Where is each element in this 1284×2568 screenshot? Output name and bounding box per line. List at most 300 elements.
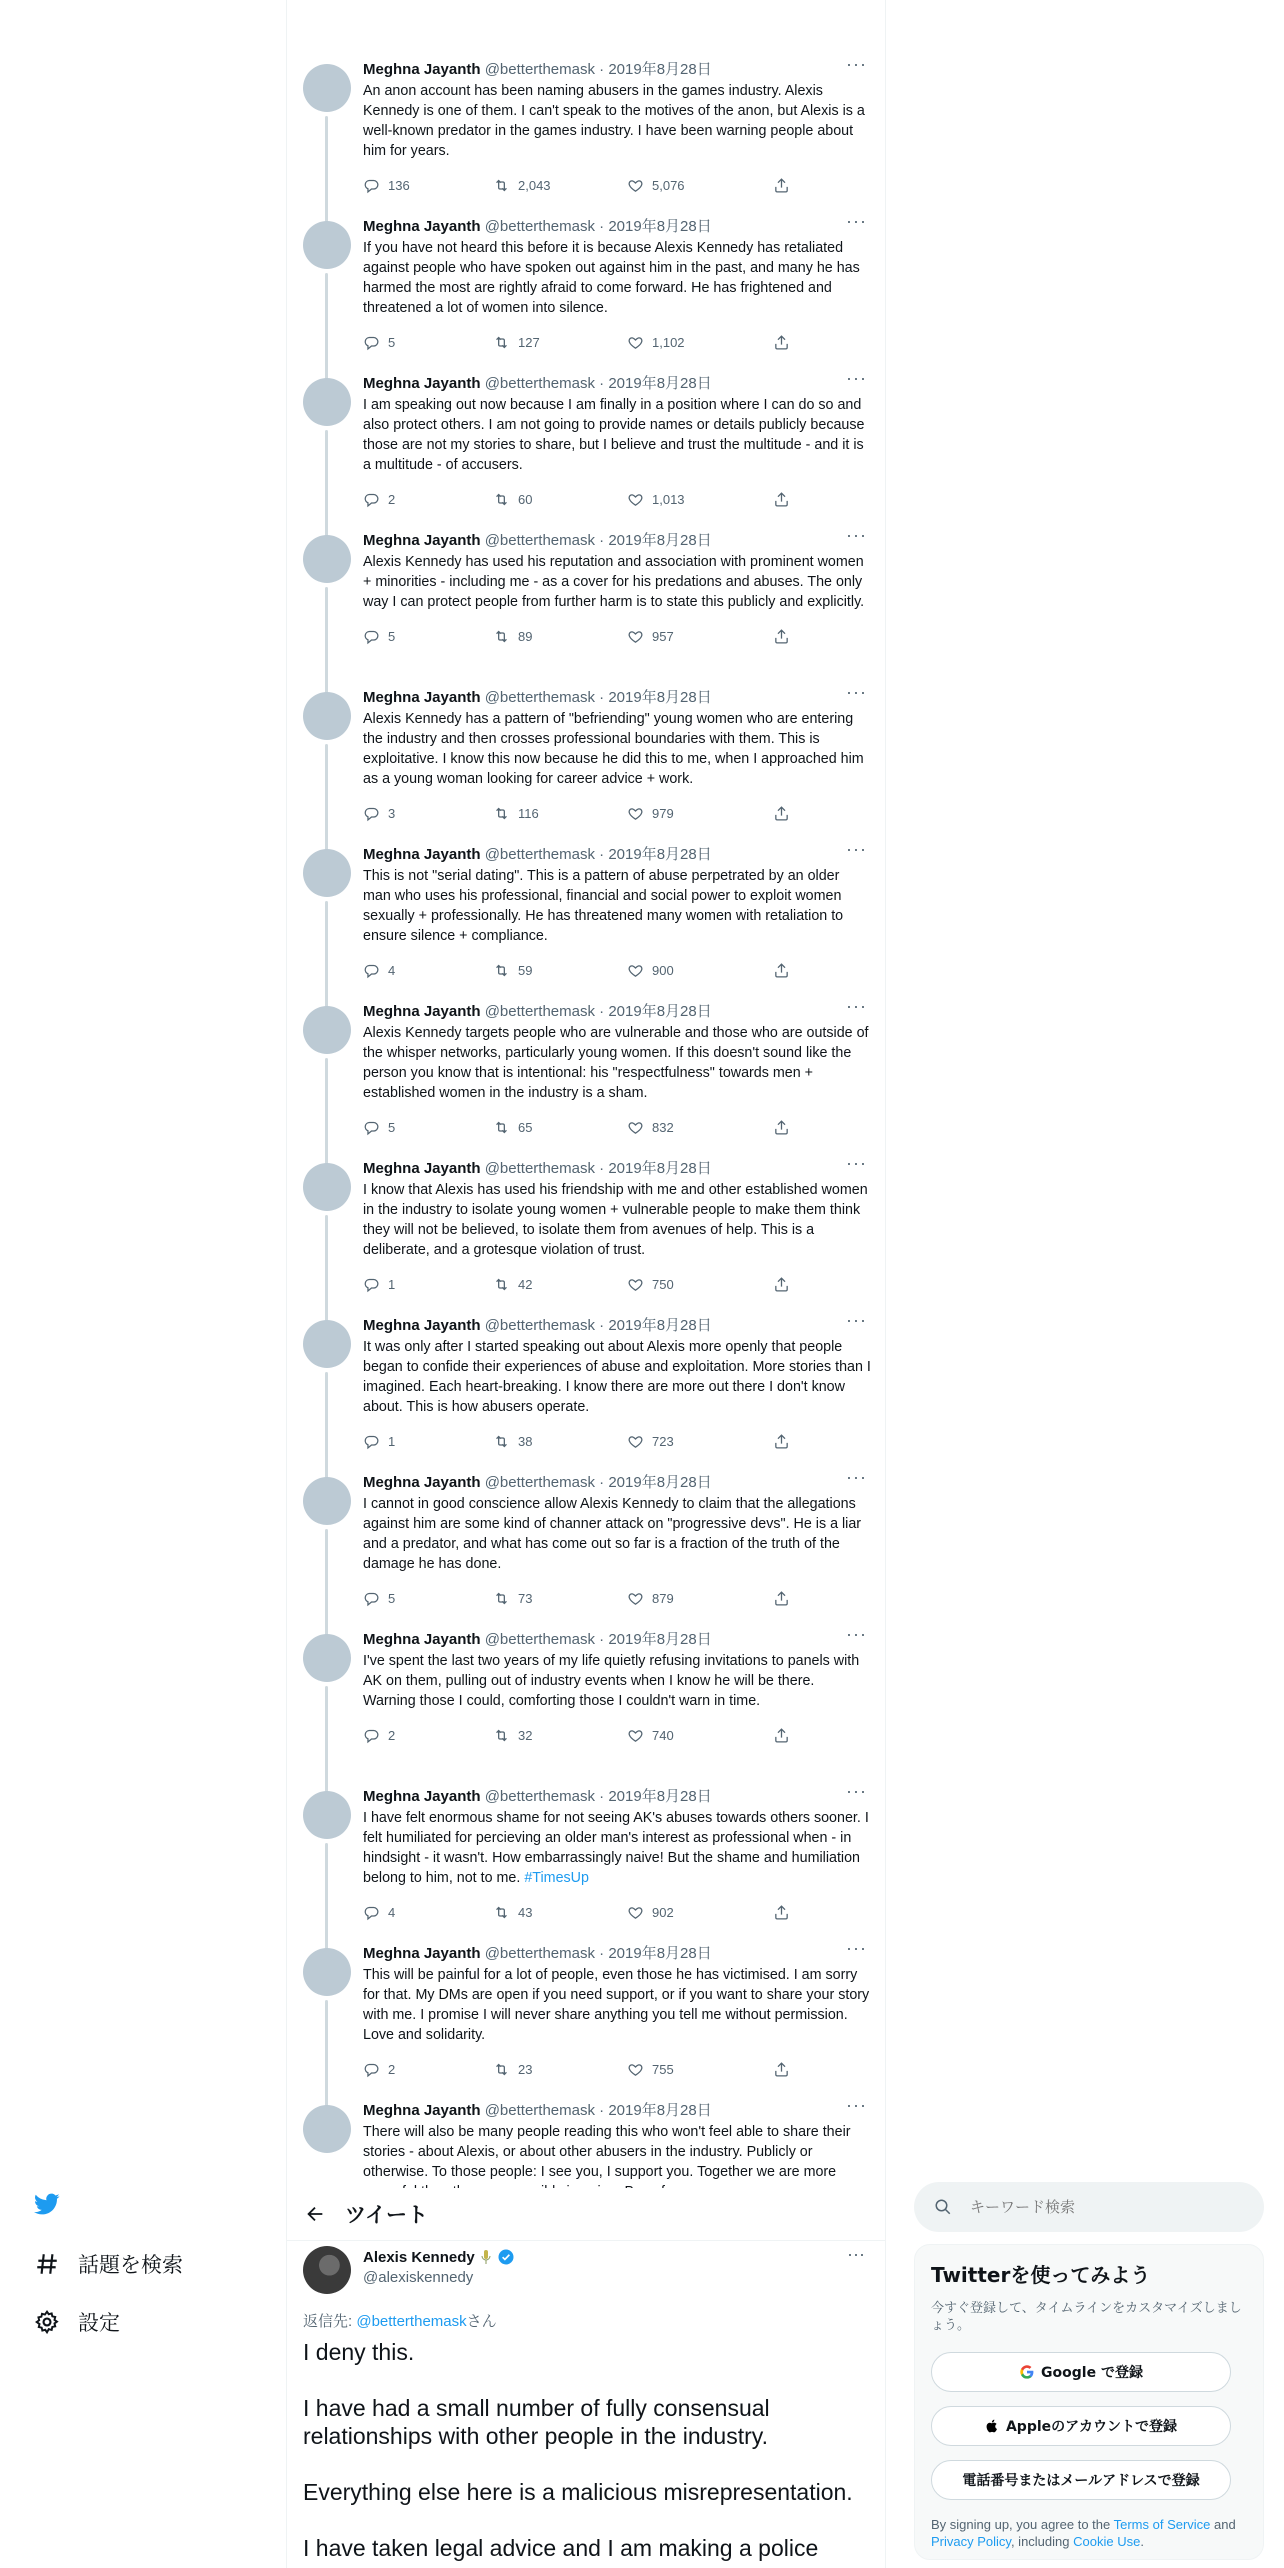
page-title: ツイート: [345, 2204, 428, 2227]
tweet-header: [363, 2101, 871, 2121]
tweet-text-body: This is not "serial dating". This is a pattern of abuse perpetrated by an older man who uses his professional, financial and social power to exploit women sexually + professionally. He has threatened many women with retaliation to ensure silence + compliance.: [363, 868, 844, 944]
author-handle[interactable]: @betterthemask: [484, 1160, 595, 1177]
retweet-button[interactable]: [493, 1588, 532, 1608]
retweets-count: 127: [518, 334, 540, 350]
replies-count: 4: [388, 962, 396, 978]
tweet-date[interactable]: 2019年8月28日: [608, 1317, 712, 1334]
reply-button[interactable]: [363, 332, 395, 352]
retweet-button[interactable]: [493, 332, 540, 352]
tweet-date[interactable]: 2019年8月28日: [608, 1631, 712, 1648]
focused-tweet: [287, 2242, 885, 2568]
tweet-date[interactable]: 2019年8月28日: [608, 375, 712, 392]
likes-count: 755: [652, 2061, 674, 2077]
avatar[interactable]: [303, 849, 351, 897]
like-button[interactable]: [627, 1431, 674, 1451]
retweet-button[interactable]: [493, 175, 551, 195]
share-button[interactable]: [773, 1117, 790, 1137]
retweet-button[interactable]: [493, 489, 532, 509]
author-handle[interactable]: @betterthemask: [484, 532, 595, 549]
separator: ·: [594, 1945, 609, 1962]
tweet-actions: [363, 960, 823, 980]
tweet-header: [363, 60, 871, 80]
share-button[interactable]: [773, 1588, 790, 1608]
share-icon: [773, 805, 790, 822]
more-options-button[interactable]: ···: [846, 996, 867, 1016]
apple-signup-label: Appleのアカウントで登録: [1005, 2419, 1178, 2435]
reply-icon: [363, 177, 380, 194]
more-options-button[interactable]: ···: [846, 368, 867, 388]
share-button[interactable]: [773, 489, 790, 509]
thread-line: [325, 1372, 328, 1479]
twitter-logo[interactable]: [34, 2191, 60, 2217]
author-name[interactable]: Meghna Jayanth: [363, 61, 481, 78]
share-icon: [773, 177, 790, 194]
avatar[interactable]: [303, 1006, 351, 1054]
more-options-button[interactable]: ···: [846, 1938, 867, 1958]
tweet-header: [363, 845, 871, 865]
author-handle[interactable]: @betterthemask: [484, 1631, 595, 1648]
tweet-text-body: I am speaking out now because I am finally in a position where I can do so and also protect others. I am not going to provide names or details publicly because those are not my stories to share, but I believe and trust the multitude - and it is a multitude - of accusers.: [363, 397, 865, 473]
microphone-icon: [479, 2249, 493, 2265]
tweet-date[interactable]: 2019年8月28日: [608, 846, 712, 863]
tweet-text-body: This will be painful for a lot of people, even those he has victimised. I am sorry for that. My DMs are open if you need support, or if you want to share your story with me. I promise I will never share anything you tell me without permission. Love and solidarity.: [363, 1967, 870, 2043]
like-button[interactable]: [627, 626, 674, 646]
terms-text: .: [1140, 2534, 1144, 2549]
tweet-date[interactable]: 2019年8月28日: [608, 689, 712, 706]
reply-icon: [363, 1276, 380, 1293]
separator: ·: [594, 218, 609, 235]
heart-icon: [627, 805, 644, 822]
like-button[interactable]: [627, 332, 685, 352]
replies-count: 5: [388, 334, 396, 350]
thread-line: [325, 1215, 328, 1322]
author-name[interactable]: Meghna Jayanth: [363, 375, 481, 392]
like-button[interactable]: [627, 175, 685, 195]
reply-icon: [363, 334, 380, 351]
retweet-icon: [493, 2061, 510, 2078]
retweet-button[interactable]: [493, 1902, 532, 1922]
tweet-text: [363, 1180, 871, 1260]
hashtag-icon: [34, 2251, 60, 2277]
tweet-text: [363, 395, 871, 475]
reply-button[interactable]: [363, 1725, 395, 1745]
reply-button[interactable]: [363, 1274, 395, 1294]
more-options-button[interactable]: ···: [846, 60, 867, 74]
tweet[interactable]: [287, 996, 885, 1159]
avatar[interactable]: [303, 1163, 351, 1211]
tweet-paragraph: I have had a small number of fully consensual relationships with other people in the industry.: [303, 2395, 770, 2449]
thread-line: [325, 744, 328, 851]
reply-target-link[interactable]: @betterthemask: [356, 2313, 467, 2330]
retweet-icon: [493, 1904, 510, 1921]
tweet-header: [363, 1316, 871, 1336]
author-name[interactable]: Meghna Jayanth: [363, 1945, 481, 1962]
more-options-button[interactable]: ···: [846, 1467, 867, 1487]
tweet-actions: [363, 1588, 823, 1608]
tweet[interactable]: [287, 1153, 885, 1316]
retweets-count: 65: [518, 1119, 533, 1135]
tweet-body: [363, 682, 871, 821]
more-options-button[interactable]: ···: [846, 839, 867, 859]
tweet[interactable]: [287, 1938, 885, 2101]
author-name[interactable]: Meghna Jayanth: [363, 1160, 481, 1177]
retweet-button[interactable]: [493, 626, 532, 646]
tweet-text: [303, 2338, 873, 2568]
tweet-date[interactable]: 2019年8月28日: [608, 1003, 712, 1020]
tweet[interactable]: [287, 2095, 885, 2195]
more-options-button[interactable]: ···: [846, 1310, 867, 1330]
reply-button[interactable]: [363, 1431, 395, 1451]
apple-signup-button[interactable]: [931, 2406, 1231, 2446]
share-icon: [773, 1433, 790, 1450]
reply-button[interactable]: [363, 1588, 395, 1608]
retweets-count: 32: [518, 1727, 533, 1743]
terms-text: and: [1210, 2517, 1236, 2532]
retweet-button[interactable]: [493, 1725, 532, 1745]
retweet-button[interactable]: [493, 2059, 532, 2079]
tweet-text-body: I cannot in good conscience allow Alexis Kennedy to claim that the allegations against him are some kind of channer attack on "progressive devs". He is a liar and a predator, and what has come out so far is a fraction of the truth of the damage he has done.: [363, 1496, 862, 1572]
retweets-count: 42: [518, 1276, 533, 1292]
more-options-button[interactable]: ···: [846, 682, 867, 702]
heart-icon: [627, 1727, 644, 1744]
author-name[interactable]: Meghna Jayanth: [363, 1003, 481, 1020]
tweet[interactable]: [287, 1310, 885, 1473]
retweet-icon: [493, 1433, 510, 1450]
retweet-icon: [493, 962, 510, 979]
tweet-actions: [363, 2059, 823, 2079]
like-button[interactable]: [627, 489, 685, 509]
tweet-text-body: I know that Alexis has used his friendship with me and other established women in the industry to isolate young women + vulnerable people to make them think they will not be believed, to isolate them from avenues of help. This is a deliberate, and a grotesque violation of trust.: [363, 1182, 868, 1258]
retweets-count: 89: [518, 628, 533, 644]
reply-button[interactable]: [363, 1117, 395, 1137]
avatar[interactable]: [303, 221, 351, 269]
retweet-icon: [493, 1727, 510, 1744]
more-options-button[interactable]: ···: [846, 1781, 867, 1801]
heart-icon: [627, 962, 644, 979]
tweet-date[interactable]: 2019年8月28日: [608, 218, 712, 235]
avatar[interactable]: [303, 1320, 351, 1368]
tweet-date[interactable]: 2019年8月28日: [608, 1945, 712, 1962]
tweet-text: [363, 2122, 871, 2195]
reply-button[interactable]: [363, 803, 395, 823]
author-name[interactable]: Meghna Jayanth: [363, 2102, 481, 2119]
share-button[interactable]: [773, 1902, 790, 1922]
avatar[interactable]: [303, 64, 351, 112]
phone-email-signup-button[interactable]: [931, 2460, 1231, 2500]
separator: ·: [594, 689, 609, 706]
more-options-button[interactable]: ···: [846, 1624, 867, 1644]
author-handle[interactable]: @alexiskennedy: [363, 2269, 474, 2286]
separator: ·: [594, 1631, 609, 1648]
separator: ·: [594, 532, 609, 549]
search-box[interactable]: [914, 2182, 1264, 2232]
likes-count: 957: [652, 628, 674, 644]
avatar[interactable]: [303, 1634, 351, 1682]
like-button[interactable]: [627, 1117, 674, 1137]
tweet-actions: [363, 332, 823, 352]
more-options-button[interactable]: ···: [846, 525, 867, 545]
retweet-icon: [493, 628, 510, 645]
author-handle[interactable]: @betterthemask: [484, 1945, 595, 1962]
tweet-text: [363, 81, 871, 161]
terms-text: By signing up, you agree to the: [931, 2517, 1114, 2532]
separator: ·: [594, 375, 609, 392]
tweet[interactable]: [287, 1781, 885, 1944]
reply-button[interactable]: [363, 626, 395, 646]
avatar[interactable]: [303, 1948, 351, 1996]
like-button[interactable]: [627, 1588, 674, 1608]
author-name[interactable]: [363, 2248, 515, 2266]
tweet[interactable]: [287, 839, 885, 1002]
heart-icon: [627, 177, 644, 194]
like-button[interactable]: [627, 1902, 674, 1922]
nav-explore[interactable]: [34, 2249, 183, 2279]
tweet-header: [363, 1944, 871, 1964]
separator: ·: [594, 1474, 609, 1491]
likes-count: 832: [652, 1119, 674, 1135]
tweet[interactable]: [287, 1467, 885, 1630]
separator: ·: [594, 1160, 609, 1177]
tweet-actions: [363, 803, 823, 823]
author-name[interactable]: Meghna Jayanth: [363, 689, 481, 706]
privacy-link[interactable]: Privacy Policy: [931, 2534, 1011, 2549]
like-button[interactable]: [627, 1274, 674, 1294]
replies-count: 5: [388, 628, 396, 644]
like-button[interactable]: [627, 1725, 674, 1745]
avatar[interactable]: [303, 1477, 351, 1525]
share-button[interactable]: [773, 332, 790, 352]
retweet-button[interactable]: [493, 1117, 532, 1137]
reply-prefix: 返信先:: [303, 2313, 357, 2330]
share-button[interactable]: [773, 626, 790, 646]
replies-count: 1: [388, 1276, 396, 1292]
likes-count: 740: [652, 1727, 674, 1743]
retweets-count: 2,043: [518, 177, 551, 193]
retweets-count: 38: [518, 1433, 533, 1449]
author-name-text: Alexis Kennedy: [363, 2248, 475, 2266]
heart-icon: [627, 628, 644, 645]
avatar[interactable]: [303, 378, 351, 426]
share-icon: [773, 334, 790, 351]
author-handle[interactable]: @betterthemask: [484, 1788, 595, 1805]
reply-icon: [363, 2061, 380, 2078]
author-name[interactable]: Meghna Jayanth: [363, 1788, 481, 1805]
tweet-text-body: I've spent the last two years of my life quietly refusing invitations to panels with AK on them, pulling out of industry events when I know he will be there. Warning those I could, comforting those I couldn't warn in time.: [363, 1653, 860, 1709]
heart-icon: [627, 1433, 644, 1450]
replying-to: [303, 2310, 497, 2331]
tweet-body: [363, 1153, 871, 1292]
tweet[interactable]: [287, 368, 885, 531]
tweet-text-body: If you have not heard this before it is because Alexis Kennedy has retaliated against people who have spoken out against him in the past, and many he has harmed the most are rightly afraid to come forward. He has frightened and threatened a lot of women into silence.: [363, 240, 860, 316]
center-column: [286, 0, 886, 2568]
avatar[interactable]: [303, 692, 351, 740]
share-icon: [773, 2061, 790, 2078]
likes-count: 750: [652, 1276, 674, 1292]
nav-settings-label: 設定: [78, 2312, 120, 2335]
likes-count: 879: [652, 1590, 674, 1606]
reply-icon: [363, 628, 380, 645]
reply-button[interactable]: [363, 2059, 395, 2079]
replies-count: 136: [388, 177, 410, 193]
thread-line: [325, 273, 328, 380]
author-handle[interactable]: @betterthemask: [484, 218, 595, 235]
tweet-date[interactable]: 2019年8月28日: [608, 532, 712, 549]
like-button[interactable]: [627, 960, 674, 980]
author-handle[interactable]: @betterthemask: [484, 689, 595, 706]
tweet-actions: [363, 1725, 823, 1745]
author-handle[interactable]: @betterthemask: [484, 375, 595, 392]
tweet-date[interactable]: 2019年8月28日: [608, 1788, 712, 1805]
author-name[interactable]: Meghna Jayanth: [363, 532, 481, 549]
thread-line: [325, 1058, 328, 1165]
tweet-actions: [363, 626, 823, 646]
tweet-body: [363, 60, 871, 193]
more-options-button[interactable]: ···: [846, 1153, 867, 1173]
heart-icon: [627, 1276, 644, 1293]
tweet-text-body: Alexis Kennedy targets people who are vulnerable and those who are outside of the whisper networks, particularly young women. If this doesn't sound like the person you know that is intentional: his "respectfulness" towards men + established women in the industry is a sham.: [363, 1025, 869, 1101]
google-icon: [1019, 2364, 1035, 2380]
tweet-text: [363, 552, 871, 612]
author-handle[interactable]: @betterthemask: [484, 1317, 595, 1334]
more-options-button[interactable]: ···: [847, 2244, 865, 2264]
gear-icon: [34, 2309, 60, 2335]
thread-line: [325, 1686, 328, 1793]
tweet-date[interactable]: 2019年8月28日: [608, 61, 712, 78]
tweet-text-body: There will also be many people reading this who won't feel able to share their stories - about Alexis, or about other abusers in the industry. Publicly or otherwise. To those people: I see you, I support you. Together we are more: [363, 2124, 851, 2180]
back-button[interactable]: [287, 2203, 343, 2225]
more-options-button[interactable]: ···: [846, 211, 867, 231]
share-button[interactable]: [773, 1431, 790, 1451]
share-button[interactable]: [773, 1725, 790, 1745]
share-button[interactable]: [773, 960, 790, 980]
likes-count: 902: [652, 1904, 674, 1920]
avatar[interactable]: [303, 2246, 351, 2294]
tweet-date[interactable]: 2019年8月28日: [608, 1474, 712, 1491]
tweet-body: [363, 525, 871, 644]
reply-button[interactable]: [363, 960, 395, 980]
share-button[interactable]: [773, 803, 790, 823]
tweet-body: [363, 1624, 871, 1743]
tweet-date[interactable]: 2019年8月28日: [608, 2102, 712, 2119]
cookie-link[interactable]: Cookie Use: [1073, 2534, 1141, 2549]
tweet-text: [363, 1494, 871, 1574]
terms-link[interactable]: Terms of Service: [1113, 2517, 1211, 2532]
reply-icon: [363, 805, 380, 822]
signup-card: [914, 2244, 1264, 2560]
author-handle[interactable]: @betterthemask: [484, 1003, 595, 1020]
retweet-button[interactable]: [493, 1274, 532, 1294]
tweet[interactable]: [287, 682, 885, 845]
tweet-text-body: Alexis Kennedy has used his reputation and association with prominent women + minorities - including me - as a cover for his predations and abuses. The only way I can protect people from further harm is to state this publicly and explicitly.: [363, 554, 865, 610]
tweet-header: [363, 1159, 871, 1179]
tweet-body: [363, 211, 871, 350]
replies-count: 2: [388, 1727, 396, 1743]
tweet-text: [363, 1965, 871, 2045]
like-button[interactable]: [627, 803, 674, 823]
more-options-button[interactable]: ···: [846, 2095, 867, 2115]
separator: ·: [594, 846, 609, 863]
google-signup-button[interactable]: [931, 2352, 1231, 2392]
retweet-icon: [493, 1119, 510, 1136]
separator: ·: [594, 1788, 609, 1805]
thread-line: [325, 587, 328, 694]
tweet-body: [363, 2095, 871, 2195]
retweets-count: 116: [518, 805, 539, 821]
thread-line: [325, 430, 328, 537]
replies-count: 3: [388, 805, 396, 821]
tweet-body: [363, 996, 871, 1135]
like-button[interactable]: [627, 2059, 674, 2079]
reply-icon: [363, 1119, 380, 1136]
tweet-date[interactable]: 2019年8月28日: [608, 1160, 712, 1177]
hashtag-link[interactable]: #TimesUp: [524, 1870, 589, 1886]
author-name[interactable]: Meghna Jayanth: [363, 1474, 481, 1491]
author-handle[interactable]: @betterthemask: [484, 846, 595, 863]
retweet-icon: [493, 177, 510, 194]
share-button[interactable]: [773, 2059, 790, 2079]
tweet-body: [363, 1938, 871, 2077]
reply-button[interactable]: [363, 489, 395, 509]
likes-count: 5,076: [652, 177, 685, 193]
author-handle[interactable]: @betterthemask: [484, 2102, 595, 2119]
retweet-button[interactable]: [493, 960, 532, 980]
tweet[interactable]: [287, 525, 885, 688]
author-name[interactable]: Meghna Jayanth: [363, 1631, 481, 1648]
tweet-actions: [363, 1902, 823, 1922]
author-handle[interactable]: @betterthemask: [484, 61, 595, 78]
tweet-header: [363, 374, 871, 394]
reply-button[interactable]: [363, 1902, 395, 1922]
tweet-actions: [363, 1274, 823, 1294]
search-input[interactable]: [970, 2198, 1230, 2216]
share-button[interactable]: [773, 1274, 790, 1294]
reply-icon: [363, 1727, 380, 1744]
retweet-button[interactable]: [493, 803, 539, 823]
twitter-bird-icon: [34, 2191, 60, 2217]
signup-subtitle: 今すぐ登録して、タイムラインをカスタマイズしましょう。: [931, 2301, 1242, 2333]
nav-settings[interactable]: [34, 2307, 120, 2337]
tweet-header: [363, 217, 871, 237]
reply-button[interactable]: [363, 175, 410, 195]
heart-icon: [627, 491, 644, 508]
replies-count: 2: [388, 2061, 396, 2077]
tweet-actions: [363, 489, 823, 509]
author-handle[interactable]: @betterthemask: [484, 1474, 595, 1491]
tweet-header: [363, 531, 871, 551]
avatar[interactable]: [303, 535, 351, 583]
share-icon: [773, 1727, 790, 1744]
separator: ·: [594, 61, 609, 78]
author-name[interactable]: Meghna Jayanth: [363, 1317, 481, 1334]
avatar[interactable]: [303, 1791, 351, 1839]
likes-count: 723: [652, 1433, 674, 1449]
tweet[interactable]: [287, 60, 885, 217]
author-name[interactable]: Meghna Jayanth: [363, 846, 481, 863]
retweet-icon: [493, 334, 510, 351]
retweet-button[interactable]: [493, 1431, 532, 1451]
heart-icon: [627, 1904, 644, 1921]
share-icon: [773, 491, 790, 508]
tweet-text: [363, 238, 871, 318]
tweet[interactable]: [287, 211, 885, 374]
tweet[interactable]: [287, 1624, 885, 1787]
avatar[interactable]: [303, 2105, 351, 2153]
retweets-count: 60: [518, 491, 533, 507]
separator: ·: [594, 2102, 609, 2119]
share-button[interactable]: [773, 175, 790, 195]
retweets-count: 43: [518, 1904, 533, 1920]
author-name[interactable]: Meghna Jayanth: [363, 218, 481, 235]
